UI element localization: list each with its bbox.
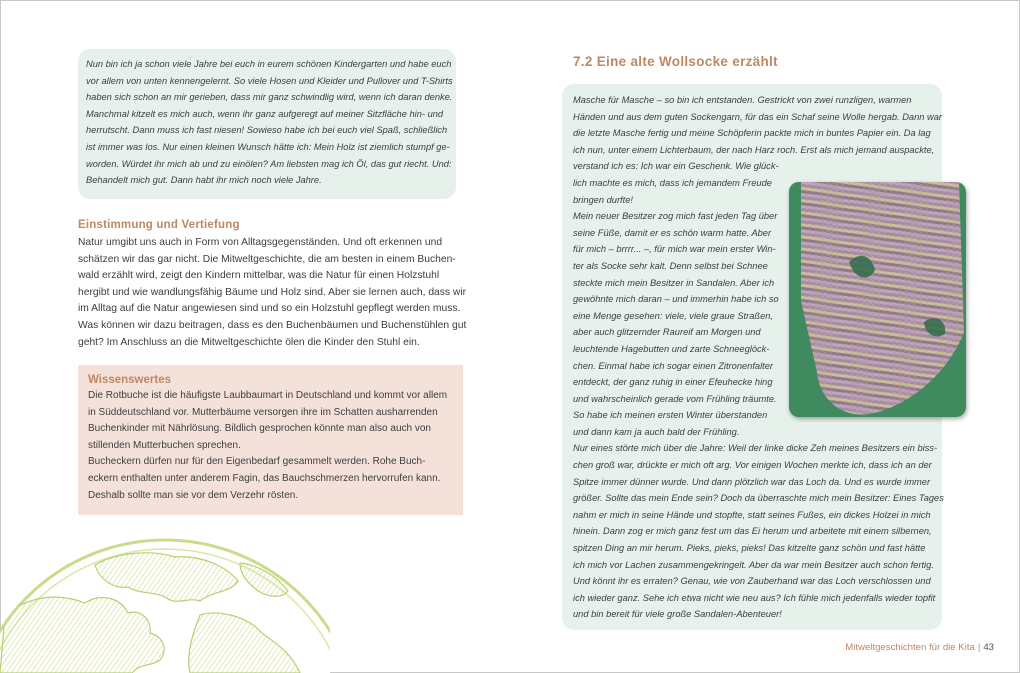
sock-line: lich machte es mich, dass ich jemandem Freude bbox=[573, 177, 772, 188]
wool-sock-photo-icon bbox=[789, 182, 966, 417]
knowledge-line: Bucheckern dürfen nur für den Eigenbedarf gesammelt werden. Rohe Buch- bbox=[88, 456, 426, 468]
sock-line: ter als Socke sehr kalt. Denn selbst bei Schnee bbox=[573, 260, 768, 271]
footer-separator: | bbox=[977, 642, 981, 653]
sock-line: aber auch glitzernder Raureif am Morgen und bbox=[573, 327, 761, 338]
globe-illustration-icon bbox=[0, 535, 330, 673]
story-line: vor allem von unten kennengelernt. So viele Hosen und Kleider und Pullover und T-Shirts bbox=[86, 75, 453, 86]
section-line: geht? Im Anschluss an die Mitweltgeschichte ölen die Kinder den Stuhl ein. bbox=[78, 336, 420, 348]
sock-line: ich mich vor Lachen zusammengekringelt. Aber da war mein Besitzer auch schon fertig. bbox=[573, 559, 934, 570]
knowledge-box bbox=[78, 365, 463, 515]
sock-line: Masche für Masche – so bin ich entstanden. Gestrickt von zwei runzligen, warmen bbox=[573, 95, 912, 105]
section-body bbox=[78, 235, 467, 351]
sock-line: und bin bereit für viele große Sandalen-Abenteuer! bbox=[573, 609, 782, 620]
sock-line: die letzte Masche fertig und meine Schöpferin packte mich in buntes Papier ein. Da lag bbox=[573, 128, 931, 139]
sock-line: verstand ich es: Ich war ein Geschenk. Wie glück- bbox=[573, 161, 779, 172]
sock-line: chen groß war, drückte er mich oft arg. Vor einigen Wochen merkte ich, dass ich an der bbox=[573, 460, 932, 471]
knowledge-line: Deshalb sollte man sie vor dem Verzehr rösten. bbox=[88, 489, 299, 501]
sock-line: Händen und aus dem guten Sockengarn, für das ein Schaf seine Wolle hergab. Dann war bbox=[573, 111, 943, 122]
section-heading: Einstimmung und Vertiefung bbox=[78, 219, 240, 231]
sock-line: gewöhnte mich daran – und immerhin habe ich so bbox=[573, 294, 779, 305]
page-number: 43 bbox=[983, 642, 994, 653]
wool-sock-photo bbox=[789, 182, 966, 417]
story-line: herrutscht. Dann muss ich fast niesen! Sowieso habe ich bei euch viel Spaß, schließlich bbox=[86, 125, 448, 136]
knowledge-line: stillenden Mutterbuchen sprechen. bbox=[88, 439, 241, 451]
page-footer bbox=[845, 642, 994, 653]
sock-line: chen. Einmal habe ich sogar einen Zitronenfalter bbox=[573, 360, 774, 371]
sock-line: größer. Sollte das mein Ende sein? Doch da überraschte mich mein Besitzer: Eines Tages bbox=[573, 493, 944, 504]
sock-line: bringen durfte! bbox=[573, 194, 633, 205]
story-line: worden. Würdet ihr mich ab und zu einölen? Am liebsten mag ich Öl, das gut riecht. Und: bbox=[86, 158, 452, 169]
sock-line: Mein neuer Besitzer zog mich fast jeden Tag über bbox=[573, 211, 778, 222]
sock-line: und dann kam ja auch bald der Frühling. bbox=[573, 426, 740, 437]
section-line: wald erzählt wird, zeigt den Kindern mittelbar, was die Natur für einen Holzstuhl bbox=[78, 270, 440, 282]
section-line: Natur umgibt uns auch in Form von Alltagsgegenständen. Und oft erkennen und bbox=[78, 237, 443, 248]
knowledge-title: Wissenswertes bbox=[88, 374, 171, 386]
section-line: schätzen wir das gar nicht. Die Mitweltgeschichte, die am besten in einem Buchen- bbox=[78, 253, 456, 265]
sock-line: So habe ich meinen ersten Winter überstanden bbox=[573, 410, 768, 421]
footer-book-title: Mitweltgeschichten für die Kita bbox=[845, 642, 975, 653]
story-line: Manchmal kitzelt es mich auch, wenn ihr ganz aufgeregt auf meiner Sitzfläche hin- und bbox=[86, 108, 444, 119]
story-line: Nun bin ich ja schon viele Jahre bei euch in eurem schönen Kindergarten und habe euch bbox=[86, 59, 452, 69]
knowledge-line: Buchenkinder mit Nährlösung. Bildlich gesprochen könnte man also auch von bbox=[88, 423, 431, 435]
sock-line: für mich – brrrr... –, für mich war mein erster Win- bbox=[573, 244, 776, 255]
sock-line: Nur eines störte mich über die Jahre: Weil der linke dicke Zeh meines Besitzers ein biss- bbox=[573, 443, 938, 454]
story-line: ist immer was los. Nur einen kleinen Wunsch hätte ich: Mein Holz ist ziemlich stumpf ge- bbox=[86, 141, 450, 152]
section-line: im Alltag auf die Natur angewiesen sind und so ein Holzstuhl gepflegt werden muss. bbox=[78, 303, 461, 315]
knowledge-line: Die Rotbuche ist die häufigste Laubbaumart in Deutschland und kommt vor allem bbox=[88, 390, 448, 401]
sock-line: steckte mich mein Besitzer in Sandalen. Aber ich bbox=[573, 277, 775, 288]
sock-line: Und könnt ihr es erraten? Genau, wie von Zauberhand war das Loch verschlossen und bbox=[573, 576, 931, 587]
sock-line: ich wieder ganz. Sehe ich etwa nicht wie neu aus? Ich fühle mich jedenfalls wieder topfit bbox=[573, 592, 936, 603]
section-line: hergibt und wie wandlungsfähig Bäume und Holz sind. Aber sie lernen auch, dass wir bbox=[78, 286, 467, 298]
sock-line: hinein. Dann zog er mich ganz fest um das Ei herum und arbeitete mit einem silbernen, bbox=[573, 526, 932, 537]
sock-line: Spitze immer dünner wurde. Und dann plötzlich war das Loch da. Und es wurde immer bbox=[573, 476, 931, 487]
story-line: haben sich schon an mir gerieben, dass mir ganz schwindlig wird, wenn ich daran denke. bbox=[86, 92, 453, 103]
story-line: Behandelt mich gut. Dann habt ihr mich noch viele Jahre. bbox=[86, 175, 322, 186]
sock-line: nahm er mich in seine Hände und stopfte, statt seines Fußes, ein dickes Holzei in mich bbox=[573, 509, 931, 520]
sock-line: ich nun, unter einem Lichterbaum, der nach Harz roch. Erst als mich jemand auspackte, bbox=[573, 144, 935, 155]
sock-line: seine Füße, damit er es schön warm hatte. Aber bbox=[573, 227, 772, 238]
chair-story-box bbox=[78, 49, 456, 199]
chapter-title: 7.2 Eine alte Wollsocke erzählt bbox=[573, 54, 778, 69]
sock-line: spitzen Ding an mir herum. Pieks, pieks, pieks! Das kitzelte ganz schön und fast hätte bbox=[573, 543, 926, 554]
knowledge-line: eckern enthalten unter anderem Fagin, das Bauchschmerzen hervorrufen kann. bbox=[88, 472, 441, 484]
sock-line: leuchtende Hagebutten und zarte Schneeglöck- bbox=[573, 343, 770, 354]
sock-line: und wahrscheinlich gerade vom Frühling träumte. bbox=[573, 393, 777, 404]
section-line: Was können wir dazu beitragen, dass es den Buchenbäumen und Buchenstühlen gut bbox=[78, 319, 467, 331]
knowledge-line: in Süddeutschland vor. Mutterbäume versorgen ihre im Schatten ausharrenden bbox=[88, 406, 438, 418]
sock-line: entdeckt, der ganz ruhig in einer Efeuhecke hing bbox=[573, 377, 773, 388]
sock-line: eine Menge gesehen: viele, viele graue Straßen, bbox=[573, 310, 774, 321]
